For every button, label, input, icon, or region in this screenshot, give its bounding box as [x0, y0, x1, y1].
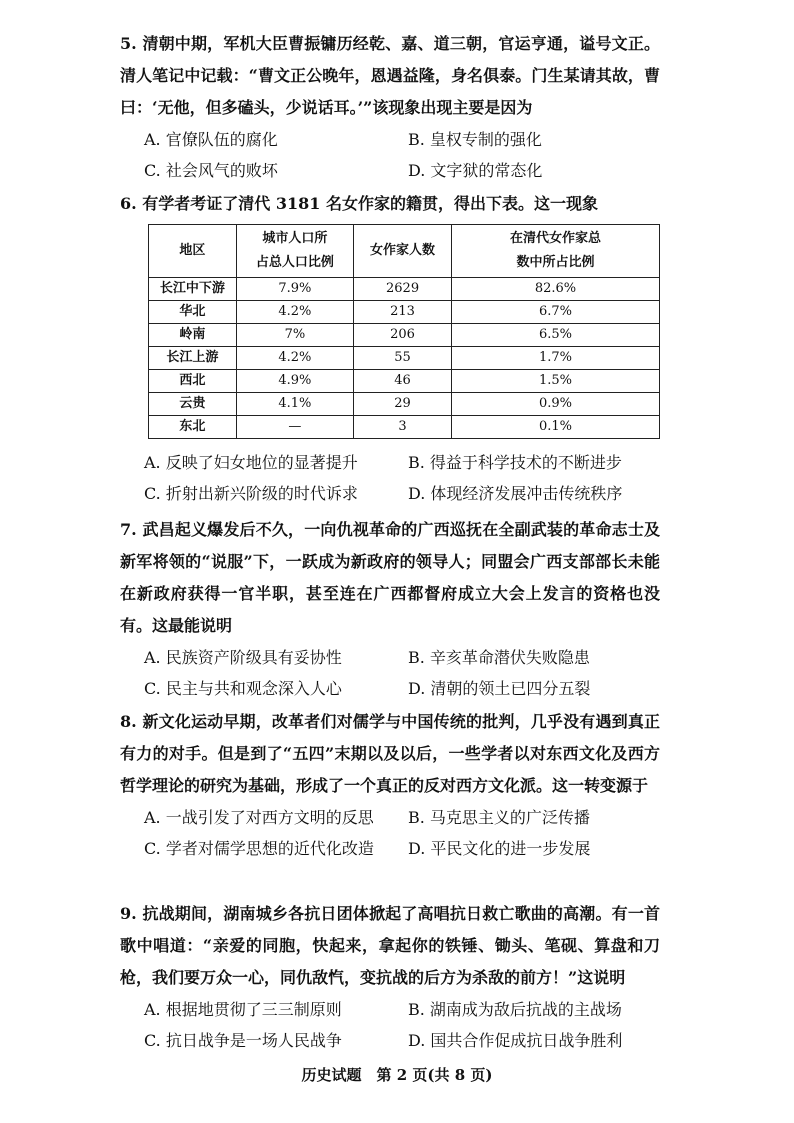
- page-footer: 历史试题 第 2 页(共 8 页): [301, 1066, 493, 1084]
- table-cell: 西北: [149, 370, 237, 393]
- table-cell: 46: [354, 370, 452, 393]
- table-cell: 东北: [149, 416, 237, 439]
- table-cell: 1.7%: [451, 347, 659, 370]
- table-cell: 206: [354, 324, 452, 347]
- table-cell: 4.2%: [236, 301, 353, 324]
- option-a: A. 根据地贯彻了三三制原则: [144, 1000, 342, 1019]
- table-cell: —: [236, 416, 353, 439]
- table-cell: 华北: [149, 301, 237, 324]
- table-cell: 2629: [354, 278, 452, 301]
- table-cell: 0.1%: [451, 416, 659, 439]
- table-cell: 4.9%: [236, 370, 353, 393]
- option-d: D. 文字狱的常态化: [408, 161, 543, 180]
- table-row: [149, 393, 660, 416]
- answer-options: [120, 124, 660, 186]
- table-row: [149, 301, 660, 324]
- table-header-row: [149, 225, 660, 278]
- answer-options: [120, 802, 660, 864]
- table-row: [149, 278, 660, 301]
- table-row: [149, 324, 660, 347]
- table-cell: 4.1%: [236, 393, 353, 416]
- table-cell: 82.6%: [451, 278, 659, 301]
- table-cell: 29: [354, 393, 452, 416]
- option-a: A. 一战引发了对西方文明的反思: [144, 808, 374, 827]
- question-9: [120, 898, 660, 1056]
- question-5: [120, 28, 660, 186]
- option-b: B. 马克思主义的广泛传播: [408, 808, 590, 827]
- table-header: [236, 225, 353, 278]
- option-c: C. 民主与共和观念深入人心: [144, 679, 342, 698]
- table-cell: 7%: [236, 324, 353, 347]
- table-header-text: 在清代女作家总 数中所占比例: [509, 231, 601, 270]
- option-a: A. 民族资产阶级具有妥协性: [144, 648, 342, 667]
- table-row: [149, 347, 660, 370]
- option-b: B. 辛亥革命潜伏失败隐患: [408, 648, 590, 667]
- table-cell: 6.7%: [451, 301, 659, 324]
- table-cell: 3: [354, 416, 452, 439]
- question-stem: 7. 武昌起义爆发后不久，一向仇视革命的广西巡抚在全副武装的革命志士及新军将领的“说服”下，一跃成为新政府的领导人；同盟会广西支部部长未能在新政府获得一官半职，甚至连在广西都督府成立大会上发言的资格也没有。这最能说明: [120, 520, 660, 635]
- answer-options: [120, 447, 660, 509]
- option-d: D. 体现经济发展冲击传统秩序: [408, 484, 623, 503]
- option-c: C. 抗日战争是一场人民战争: [144, 1031, 342, 1050]
- option-d: D. 平民文化的进一步发展: [408, 839, 591, 858]
- table-cell: 213: [354, 301, 452, 324]
- option-b: B. 得益于科学技术的不断进步: [408, 453, 622, 472]
- option-b: B. 湖南成为敌后抗战的主战场: [408, 1000, 622, 1019]
- option-a: A. 反映了妇女地位的显著提升: [144, 453, 358, 472]
- table-header: 地区: [149, 225, 237, 278]
- option-d: D. 清朝的领土已四分五裂: [408, 679, 591, 698]
- table-row: [149, 416, 660, 439]
- table-header: 女作家人数: [354, 225, 452, 278]
- question-6: [120, 188, 660, 509]
- table-cell: 6.5%: [451, 324, 659, 347]
- option-c: C. 社会风气的败坏: [144, 161, 278, 180]
- table-cell: 7.9%: [236, 278, 353, 301]
- table-cell: 0.9%: [451, 393, 659, 416]
- table-cell: 长江上游: [149, 347, 237, 370]
- answer-options: [120, 994, 660, 1056]
- table-row: [149, 370, 660, 393]
- table-header: [451, 225, 659, 278]
- option-c: C. 学者对儒学思想的近代化改造: [144, 839, 374, 858]
- answer-options: [120, 642, 660, 704]
- question-7: [120, 514, 660, 704]
- question-stem: 5. 清朝中期，军机大臣曹振镛历经乾、嘉、道三朝，官运亨通，谥号文正。清人笔记中记载：“曹文正公晚年，恩遇益隆，身名俱泰。门生某请其故，曹曰：‘无他，但多磕头，少说话耳。’”该现象出现主要是因为: [120, 34, 660, 117]
- table-cell: 4.2%: [236, 347, 353, 370]
- table-cell: 长江中下游: [149, 278, 237, 301]
- table-cell: 云贵: [149, 393, 237, 416]
- table-cell: 1.5%: [451, 370, 659, 393]
- question-stem: 6. 有学者考证了清代 3181 名女作家的籍贯，得出下表。这一现象: [120, 194, 598, 213]
- option-b: B. 皇权专制的强化: [408, 130, 542, 149]
- option-d: D. 国共合作促成抗日战争胜利: [408, 1031, 623, 1050]
- data-table: [148, 224, 660, 439]
- table-cell: 55: [354, 347, 452, 370]
- question-stem: 9. 抗战期间，湖南城乡各抗日团体掀起了高唱抗日救亡歌曲的高潮。有一首歌中唱道：“亲爱的同胞，快起来，拿起你的铁锤、锄头、笔砚、算盘和刀枪，我们要万众一心，同仇敌忾，变抗战的后方为杀敌的前方！”这说明: [120, 904, 660, 987]
- option-a: A. 官僚队伍的腐化: [144, 130, 278, 149]
- option-c: C. 折射出新兴阶级的时代诉求: [144, 484, 358, 503]
- question-8: [120, 706, 660, 864]
- table-cell: 岭南: [149, 324, 237, 347]
- question-stem: 8. 新文化运动早期，改革者们对儒学与中国传统的批判，几乎没有遇到真正有力的对手。但是到了“五四”末期以及以后，一些学者以对东西文化及西方哲学理论的研究为基础，形成了一个真正的反对西方文化派。这一转变源于: [120, 712, 660, 795]
- table-header-text: 城市人口所 占总人口比例: [255, 231, 334, 270]
